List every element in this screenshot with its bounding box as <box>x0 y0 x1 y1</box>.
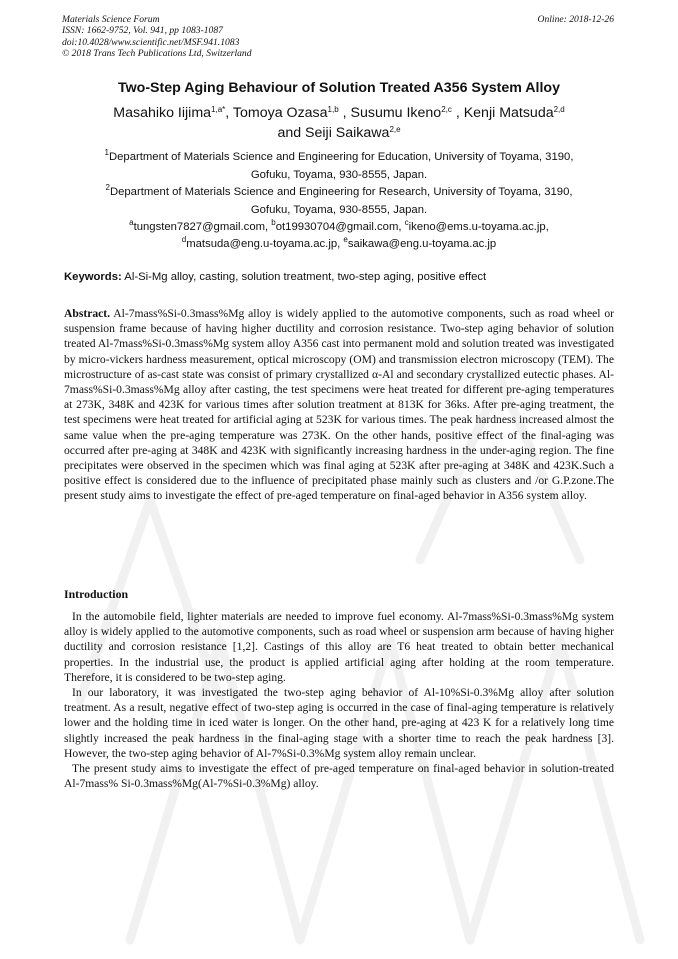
affiliation-1 <box>40 149 638 184</box>
email-sup: b <box>271 218 276 227</box>
email-link[interactable]: ikeno@ems.u-toyama.ac.jp, <box>408 221 549 233</box>
email-sup: e <box>343 235 348 244</box>
author-name: Masahiko Iijima <box>113 105 212 121</box>
email-sup: d <box>181 235 187 244</box>
intro-paragraph: In our laboratory, it was investigated the two-step aging behavior of Al-10%Si-0.3%Mg alloy after solution treatment. As a result, negative effect of two-step aging is occurred in the case of final-aging temperature is relatively lower and the holding time in iced water is longer. On the other hand, pre-aging at 423 K for a relatively long time slightly increased the peak hardness in the final-aging stage with a shorter time to reach the peak hardness [3]. However, the two-step aging behavior of Al-7%Si-0.3%Mg system alloy remain unclear. <box>64 686 614 760</box>
author-sup: 2,d <box>553 105 565 114</box>
author-name: Susumu Ikeno <box>350 105 442 121</box>
email-link[interactable]: tungsten7827@gmail.com, <box>133 221 269 233</box>
introduction-body <box>64 609 614 791</box>
author-list: Masahiko Iijima$^{1,a*}$, Tomoya Ozasa$^{1,b}$ , Susumu Ikeno$^{2,c}$ , Kenji Matsuda$^{2,d}$ and Seiji Saikawa$^{2,e}$ <box>113 105 565 141</box>
paper-title: Two-Step Aging Behaviour of Solution Treated A356 System Alloy <box>118 80 560 96</box>
abstract <box>64 306 614 504</box>
email-list <box>40 219 638 253</box>
email-link[interactable]: saikawa@eng.u-toyama.ac.jp <box>347 238 497 250</box>
email-sup: c <box>404 218 409 227</box>
author-sup: 2,e <box>389 125 401 134</box>
email-link[interactable]: ot19930704@gmail.com, <box>275 221 402 233</box>
affiliation-line: Department of Materials Science and Engineering for Education, University of Toyama, 3190, <box>108 151 574 163</box>
abstract-text: Al-7mass%Si-0.3mass%Mg alloy is widely applied to the automotive components, such as road wheel or suspension frame because of having higher ductility and corrosion resistance. Two-step aging behavior of solution treated Al-7mass%Si-0.3mass%Mg system alloy A356 cast into permanent mold and solution treated was investigated by micro-vickers hardness measurement, optical microscopy (OM) and transmission electron microscopy (TEM). The microstructure of as-cast state was consist of primary crystallized α-Al and secondary crystallized eutectic phases. Al-7mass%Si-0.3mass%Mg alloy after casting, the test specimens were heat treated for different pre-aging temperatures at 273K, 348K and 423K for various times after solution treatment at 813K for 36ks. After pre-aging treatment, the test specimens were heat treated for artificial aging at 523K for various times. The peak hardness increased almost the same value when the pre-aging temperature was 273K. On the other hands, positive effect of the final-aging was occurred after pre-aging at 348K and 423K with significantly increasing hardness in the under-aging region. The fine precipitates were observed in the specimen which was final aging at 523K after pre-aging at 348K and 423K.Such a positive effect is considered due to the influence of precipitated phase mainly such as clusters and /or G.P.zone.The present study aims to investigate the effect of pre-aged temperature on final-aged behavior in A356 system alloy. <box>64 307 614 503</box>
affiliation-line: Gofuku, Toyama, 930-8555, Japan. <box>250 203 428 216</box>
online-date: Online: 2018-12-26 <box>537 14 614 25</box>
author-name: Tomoya Ozasa <box>232 105 328 121</box>
journal-header <box>62 14 252 60</box>
author-name: and Seiji Saikawa <box>277 125 390 141</box>
intro-paragraph: The present study aims to investigate the effect of pre-aged temperature on final-aged behavior in solution-treated Al-7mass% Si-0.3mass%Mg(Al-7%Si-0.3%Mg) alloy. <box>64 762 614 791</box>
copyright-line: © 2018 Trans Tech Publications Ltd, Switzerland <box>62 48 252 60</box>
affiliation-sup: 2 <box>105 183 110 192</box>
email-link[interactable]: matsuda@eng.u-toyama.ac.jp, <box>186 238 341 250</box>
affiliation-line: Gofuku, Toyama, 930-8555, Japan. <box>250 168 428 181</box>
introduction-heading: Introduction <box>64 587 129 601</box>
keywords-label: Keywords: <box>64 271 122 283</box>
author-sup: 1,a* <box>211 105 226 114</box>
keywords <box>64 271 624 283</box>
author-sup: 2,c <box>441 105 452 114</box>
doi-line: doi:10.4028/www.scientific.net/MSF.941.1083 <box>62 36 240 48</box>
affiliation-sup: 1 <box>104 148 109 157</box>
author-sup: 1,b <box>327 105 339 114</box>
affiliation-line: Department of Materials Science and Engineering for Research, University of Toyama, 3190, <box>109 186 573 198</box>
issn-line: ISSN: 1662-9752, Vol. 941, pp 1083-1087 <box>62 25 223 37</box>
intro-paragraph: In the automobile field, lighter materials are needed to improve fuel economy. Al-7mass%Si-0.3mass%Mg system alloy is widely applied to the automotive components, such as road wheel or suspension arm because of having higher ductility and corrosion resistance [1,2]. Castings of this alloy are T6 heat treated to obtain better mechanical properties. In the industrial use, the product is applied artificial aging after holding at the room temperature. Therefore, it is considered to be two-step aging. <box>64 610 614 684</box>
affiliation-2 <box>40 184 638 219</box>
keywords-text: Al-Si-Mg alloy, casting, solution treatment, two-step aging, positive effect <box>124 271 487 283</box>
journal-name: Materials Science Forum <box>62 14 160 25</box>
email-sup: a <box>129 218 134 227</box>
abstract-label: Abstract. <box>64 307 111 320</box>
author-name: Kenji Matsuda <box>463 105 554 121</box>
